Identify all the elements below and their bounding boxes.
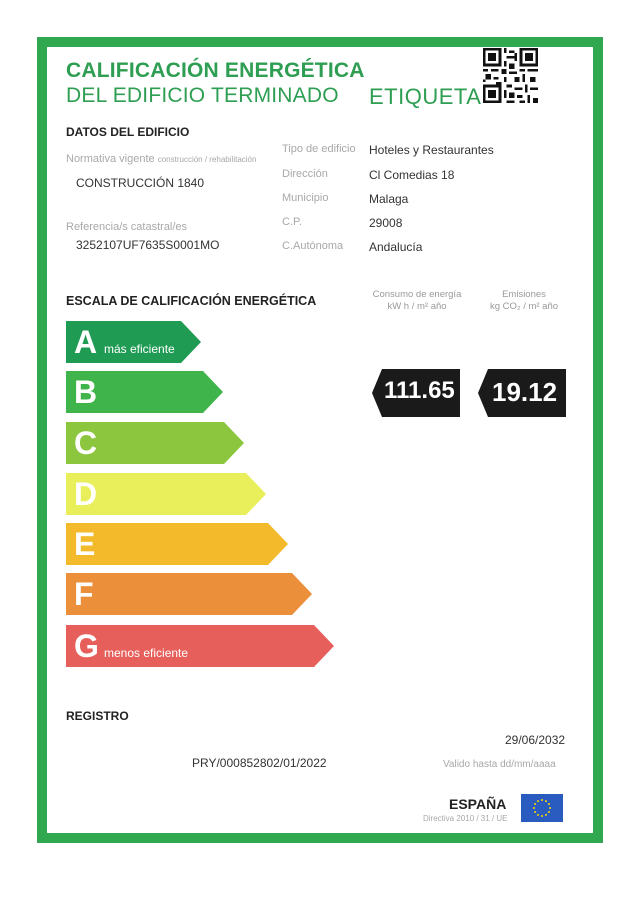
scale-bar-letter: D [74,476,98,512]
emisiones-header-line2: kg CO₂ / m² año [489,301,559,312]
scale-bar-d [66,473,266,515]
emisiones-indicator [478,369,566,417]
consumo-header [362,289,472,313]
eu-star [549,807,551,809]
eu-star [545,800,547,802]
scale-bar-letter: A [74,324,98,360]
scale-bar-c [66,422,244,464]
municipio-value: Malaga [369,192,409,206]
scale-bar-shape [66,523,288,565]
cp-label: C.P. [282,216,302,228]
eu-star [534,811,536,813]
consumo-header-line2: kW h / m² año [387,301,447,312]
qr-code-icon [483,48,538,103]
scale-heading: ESCALA DE CALIFICACIÓN ENERGÉTICA [66,294,317,308]
eu-star [533,807,535,809]
scale-bar-letter: B [74,374,98,410]
scale-bar-f [66,573,312,615]
eu-flag-icon [521,794,563,822]
scale-bar-b [66,371,223,413]
registro-number: PRY/000852802/01/2022 [192,756,327,770]
label-type: ETIQUETA [369,84,482,109]
normativa-value: CONSTRUCCIÓN 1840 [76,176,205,190]
eu-star [545,814,547,816]
valid-until-date: 29/06/2032 [505,733,566,747]
emisiones-value: 19.12 [492,377,558,407]
emisiones-header-line1: Emisiones [502,289,546,300]
eu-star [537,800,539,802]
consumo-value: 111.65 [384,377,455,404]
consumo-indicator [372,369,460,417]
title-line-1: CALIFICACIÓN ENERGÉTICA [66,59,365,82]
scale-bar-shape [66,573,312,615]
comunidad-autonoma-value: Andalucía [369,240,423,254]
eu-star [541,815,543,817]
normativa-sublabel: construcción / rehabilitación [157,155,257,164]
normativa-label: Normativa vigente construcción / rehabilitación [66,153,257,165]
building-data-heading: DATOS DEL EDIFICIO [66,125,190,139]
scale-bar-a [66,321,201,363]
catastral-value: 3252107UF7635S0001MO [76,238,220,252]
valid-until-label: Valido hasta dd/mm/aaaa [443,759,556,770]
scale-bar-letter: C [74,425,98,461]
scale-bar-caption: menos eficiente [104,646,189,660]
scale-bar-e [66,523,288,565]
consumo-header-line1: Consumo de energía [372,289,462,300]
registro-heading: REGISTRO [66,709,129,723]
eu-star [548,803,550,805]
municipio-label: Municipio [282,192,329,204]
direccion-value: Cl Comedias 18 [369,168,455,182]
scale-bar-caption: más eficiente [104,342,175,356]
tipo-edificio-value: Hoteles y Restaurantes [369,143,494,157]
cp-value: 29008 [369,216,403,230]
country-label: ESPAÑA [449,796,507,812]
direccion-label: Dirección [282,168,328,180]
scale-bar-letter: G [74,628,99,664]
eu-star [541,799,543,801]
directive-label: Directiva 2010 / 31 / UE [423,814,508,823]
catastral-label: Referencia/s catastral/es [66,221,188,233]
eu-star [548,811,550,813]
eu-star [534,803,536,805]
tipo-edificio-label: Tipo de edificio [282,143,356,155]
title-line-2: DEL EDIFICIO TERMINADO [66,84,339,107]
eu-star [537,814,539,816]
scale-bar-g [66,625,334,667]
scale-bar-letter: E [74,526,96,562]
emisiones-header [476,289,572,313]
scale-bar-letter: F [74,576,94,612]
comunidad-autonoma-label: C.Autónoma [282,240,344,252]
